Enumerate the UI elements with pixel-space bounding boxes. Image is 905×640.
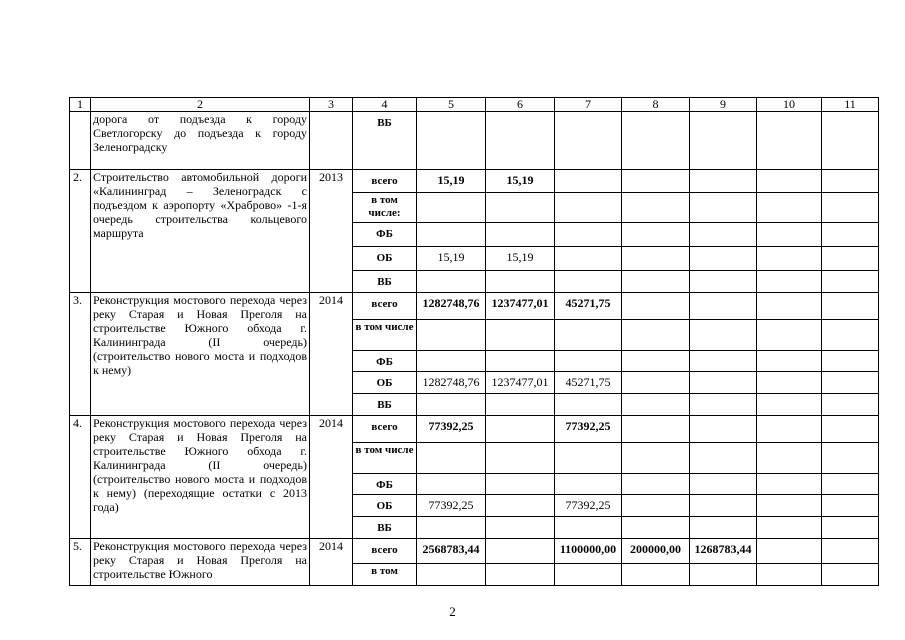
- value-cell: [690, 193, 757, 223]
- source-label: ФБ: [376, 479, 393, 491]
- table-row: [70, 293, 879, 320]
- value-cell: [486, 564, 555, 586]
- value-cell: 77392,25: [417, 495, 486, 517]
- value-cell: [822, 517, 879, 539]
- source-label: ФБ: [376, 356, 393, 368]
- value-cell: 1282748,76: [417, 372, 486, 394]
- value-cell: [822, 112, 879, 170]
- value-cell: [690, 372, 757, 394]
- source-cell: [353, 416, 417, 443]
- budget-table: [69, 97, 879, 586]
- header-cell: 1: [70, 98, 91, 112]
- source-label: в том числе:: [368, 194, 401, 219]
- value-cell: [690, 443, 757, 474]
- source-cell: [353, 517, 417, 539]
- value-cell: [417, 320, 486, 351]
- value-cell: [822, 394, 879, 416]
- value-cell: [822, 223, 879, 247]
- value-cell: [486, 539, 555, 564]
- value-cell: [690, 293, 757, 320]
- value-cell: 45271,75: [555, 372, 622, 394]
- value-cell: [822, 539, 879, 564]
- value-cell: [486, 112, 555, 170]
- value-cell: [757, 320, 822, 351]
- value-cell: [555, 170, 622, 193]
- value-cell: [757, 372, 822, 394]
- value-cell: [822, 416, 879, 443]
- value-cell: [822, 372, 879, 394]
- value-cell: [417, 193, 486, 223]
- source-cell: [353, 170, 417, 193]
- source-cell: [353, 443, 417, 474]
- value-cell: [822, 351, 879, 372]
- year-cell: [310, 112, 353, 170]
- value-cell: [690, 223, 757, 247]
- source-cell: [353, 474, 417, 495]
- source-label: всего: [371, 421, 398, 433]
- value-cell: [486, 416, 555, 443]
- source-cell: [353, 320, 417, 351]
- value-cell: [622, 474, 690, 495]
- value-cell: [486, 351, 555, 372]
- value-cell: [757, 193, 822, 223]
- source-label: ВБ: [377, 399, 392, 411]
- source-label: ВБ: [377, 117, 392, 129]
- value-cell: [690, 495, 757, 517]
- header-cell: 10: [757, 98, 822, 112]
- value-cell: 1268783,44: [690, 539, 757, 564]
- value-cell: [622, 394, 690, 416]
- source-cell: [353, 539, 417, 564]
- source-cell: [353, 193, 417, 223]
- value-cell: [757, 247, 822, 271]
- value-cell: 15,19: [417, 170, 486, 193]
- header-cell: 4: [353, 98, 417, 112]
- value-cell: [622, 293, 690, 320]
- year-cell: 2014: [310, 416, 353, 539]
- value-cell: [622, 112, 690, 170]
- value-cell: [622, 564, 690, 586]
- year-cell: 2014: [310, 539, 353, 586]
- value-cell: 77392,25: [555, 495, 622, 517]
- value-cell: [757, 271, 822, 293]
- item-name-cell: Реконструкция мостового перехода через реку Старая и Новая Преголя на строительстве Южного обхода г. Калининграда (II очередь) (строительство нового моста и подходов к нему): [91, 293, 310, 416]
- value-cell: [417, 564, 486, 586]
- value-cell: [822, 495, 879, 517]
- value-cell: [555, 223, 622, 247]
- table-row: [70, 112, 879, 170]
- value-cell: [622, 271, 690, 293]
- source-label: ОБ: [376, 377, 393, 389]
- value-cell: [417, 271, 486, 293]
- source-label: ФБ: [376, 228, 393, 240]
- source-label: всего: [371, 175, 398, 187]
- value-cell: [555, 247, 622, 271]
- value-cell: [555, 517, 622, 539]
- source-label: в том: [371, 565, 398, 577]
- item-number-cell: 4.: [70, 416, 91, 539]
- value-cell: 1237477,01: [486, 293, 555, 320]
- header-cell: 8: [622, 98, 690, 112]
- value-cell: [622, 247, 690, 271]
- value-cell: [757, 517, 822, 539]
- value-cell: [690, 271, 757, 293]
- value-cell: 1282748,76: [417, 293, 486, 320]
- value-cell: [757, 170, 822, 193]
- value-cell: [690, 351, 757, 372]
- value-cell: [486, 223, 555, 247]
- value-cell: [555, 320, 622, 351]
- value-cell: [622, 416, 690, 443]
- table-row: [70, 539, 879, 564]
- header-cell: 3: [310, 98, 353, 112]
- header-cell: 6: [486, 98, 555, 112]
- value-cell: [555, 351, 622, 372]
- item-name-cell: Реконструкция мостового перехода через реку Старая и Новая Преголя на строительстве Южного обхода г. Калининграда (II очередь) (строительство нового моста и подходов к нему) (переходящие остатки с 2013 года): [91, 416, 310, 539]
- header-cell: 9: [690, 98, 757, 112]
- value-cell: [622, 193, 690, 223]
- value-cell: [622, 170, 690, 193]
- value-cell: [690, 517, 757, 539]
- value-cell: [486, 474, 555, 495]
- value-cell: [555, 394, 622, 416]
- header-cell: 2: [91, 98, 310, 112]
- value-cell: [690, 170, 757, 193]
- item-name-cell: Строительство автомобильной дороги «Калининград – Зеленоградск с подъездом к аэропорту «Храброво» -1-я очередь строительства кольцевого маршрута: [91, 170, 310, 293]
- value-cell: 45271,75: [555, 293, 622, 320]
- source-cell: [353, 351, 417, 372]
- source-cell: [353, 293, 417, 320]
- value-cell: [486, 193, 555, 223]
- value-cell: [555, 443, 622, 474]
- value-cell: 77392,25: [555, 416, 622, 443]
- page-number: 2: [449, 604, 456, 619]
- value-cell: [757, 394, 822, 416]
- value-cell: [622, 495, 690, 517]
- value-cell: 1100000,00: [555, 539, 622, 564]
- value-cell: [822, 443, 879, 474]
- year-cell: 2013: [310, 170, 353, 293]
- value-cell: [757, 539, 822, 564]
- source-cell: [353, 247, 417, 271]
- value-cell: [690, 564, 757, 586]
- value-cell: [555, 193, 622, 223]
- source-label: всего: [371, 298, 398, 310]
- table-row: [70, 170, 879, 193]
- source-cell: [353, 495, 417, 517]
- value-cell: [417, 394, 486, 416]
- value-cell: [486, 517, 555, 539]
- value-cell: [822, 193, 879, 223]
- source-label: ВБ: [377, 522, 392, 534]
- source-cell: [353, 112, 417, 170]
- source-cell: [353, 394, 417, 416]
- header-cell: 5: [417, 98, 486, 112]
- source-cell: [353, 223, 417, 247]
- value-cell: [757, 564, 822, 586]
- value-cell: [757, 293, 822, 320]
- value-cell: [622, 517, 690, 539]
- value-cell: [486, 495, 555, 517]
- source-cell: [353, 271, 417, 293]
- value-cell: [486, 271, 555, 293]
- value-cell: [757, 112, 822, 170]
- value-cell: [757, 474, 822, 495]
- value-cell: [757, 351, 822, 372]
- item-name-cell: дорога от подъезда к городу Светлогорску до подъезда к городу Зеленоградску: [91, 112, 310, 170]
- value-cell: [690, 247, 757, 271]
- source-label: ОБ: [376, 500, 393, 512]
- source-label: в том числе: [355, 444, 414, 456]
- value-cell: [417, 112, 486, 170]
- value-cell: [690, 394, 757, 416]
- value-cell: [822, 271, 879, 293]
- year-cell: 2014: [310, 293, 353, 416]
- value-cell: [690, 474, 757, 495]
- value-cell: [486, 394, 555, 416]
- source-label: ОБ: [376, 252, 393, 264]
- value-cell: [622, 351, 690, 372]
- value-cell: 2568783,44: [417, 539, 486, 564]
- value-cell: 1237477,01: [486, 372, 555, 394]
- value-cell: [822, 320, 879, 351]
- value-cell: [417, 517, 486, 539]
- value-cell: 15,19: [486, 247, 555, 271]
- value-cell: [690, 416, 757, 443]
- source-label: ВБ: [377, 276, 392, 288]
- value-cell: 15,19: [417, 247, 486, 271]
- column-number-row: [70, 98, 879, 112]
- value-cell: 77392,25: [417, 416, 486, 443]
- value-cell: [622, 223, 690, 247]
- value-cell: [757, 223, 822, 247]
- value-cell: [822, 474, 879, 495]
- header-cell: 11: [822, 98, 879, 112]
- item-number-cell: 2.: [70, 170, 91, 293]
- value-cell: [822, 247, 879, 271]
- value-cell: [555, 271, 622, 293]
- value-cell: [622, 443, 690, 474]
- value-cell: [757, 495, 822, 517]
- item-number-cell: [70, 112, 91, 170]
- header-cell: 7: [555, 98, 622, 112]
- value-cell: 15,19: [486, 170, 555, 193]
- value-cell: [690, 112, 757, 170]
- value-cell: [757, 416, 822, 443]
- source-cell: [353, 564, 417, 586]
- item-number-cell: 5.: [70, 539, 91, 586]
- item-name-cell: Реконструкция мостового перехода через реку Старая и Новая Преголя на строительстве Южного: [91, 539, 310, 586]
- value-cell: [555, 112, 622, 170]
- value-cell: [622, 372, 690, 394]
- source-label: всего: [371, 544, 398, 556]
- value-cell: [822, 564, 879, 586]
- value-cell: [417, 351, 486, 372]
- value-cell: [822, 170, 879, 193]
- value-cell: [690, 320, 757, 351]
- value-cell: [417, 223, 486, 247]
- source-label: в том числе: [355, 321, 414, 333]
- value-cell: [417, 474, 486, 495]
- value-cell: [486, 443, 555, 474]
- value-cell: [555, 474, 622, 495]
- item-number-cell: 3.: [70, 293, 91, 416]
- value-cell: 200000,00: [622, 539, 690, 564]
- value-cell: [757, 443, 822, 474]
- value-cell: [822, 293, 879, 320]
- value-cell: [486, 320, 555, 351]
- value-cell: [555, 564, 622, 586]
- table-row: [70, 416, 879, 443]
- value-cell: [417, 443, 486, 474]
- source-cell: [353, 372, 417, 394]
- value-cell: [622, 320, 690, 351]
